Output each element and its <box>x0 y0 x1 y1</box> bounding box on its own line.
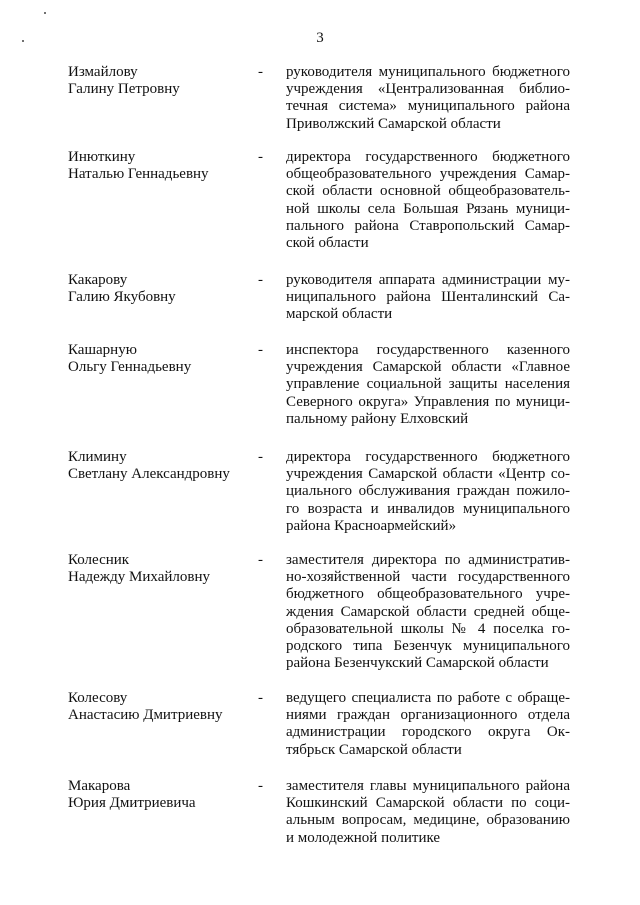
person-name-line: Ольгу Геннадьевну <box>68 359 192 376</box>
person-name-line: Колесову <box>68 690 128 706</box>
person-name <box>68 552 248 586</box>
separator-dash: - <box>258 449 263 465</box>
position-line: руководителя муниципального бюджетного <box>286 64 570 80</box>
position-line: района Красноармейский» <box>286 517 457 534</box>
page-number: 3 <box>316 30 324 46</box>
person-name <box>68 149 248 183</box>
position-line: но-хозяйственной части государственного <box>286 569 570 586</box>
scan-speck <box>22 40 24 42</box>
separator-dash: - <box>258 149 263 165</box>
scan-speck <box>44 12 46 14</box>
position-line: циального обслуживания граждан пожило- <box>286 483 570 500</box>
position-description <box>286 149 570 252</box>
position-description <box>286 552 570 672</box>
position-line: инспектора государственного казенного <box>286 342 570 358</box>
position-line: администрации городского округа Ок- <box>286 724 570 741</box>
separator-dash: - <box>258 690 263 706</box>
person-name-line: Галию Якубовну <box>68 289 176 306</box>
position-line: пального района Ставропольский Самар- <box>286 217 570 234</box>
position-line: и молодежной политике <box>286 829 441 846</box>
position-line: течная система» муниципального района <box>286 98 570 115</box>
position-line: района Безенчукский Самарской области <box>286 655 549 672</box>
position-line: Северного округа» Управления по муници- <box>286 393 570 410</box>
position-line: директора государственного бюджетного <box>286 449 570 465</box>
person-name-line: Макарова <box>68 778 131 794</box>
person-name <box>68 690 248 724</box>
position-line: тябрьск Самарской области <box>286 741 462 758</box>
position-line: учреждения Самарской области «Главное <box>286 359 570 376</box>
position-line: директора государственного бюджетного <box>286 149 570 165</box>
position-description <box>286 690 570 759</box>
position-line: марской области <box>286 306 393 323</box>
position-line: бюджетного общеобразовательного учре- <box>286 586 570 603</box>
position-line: ской области основной общеобразователь- <box>286 183 570 200</box>
position-description <box>286 778 570 847</box>
person-name <box>68 449 248 483</box>
position-line: учреждения Самарской области «Центр со- <box>286 466 570 483</box>
person-name-line: Анастасию Дмитриевну <box>68 707 223 724</box>
person-name <box>68 778 248 812</box>
person-name-line: Какарову <box>68 272 128 288</box>
separator-dash: - <box>258 272 263 288</box>
separator-dash: - <box>258 778 263 794</box>
person-name-line: Надежду Михайловну <box>68 569 210 586</box>
position-line: альным вопросам, медицине, образованию <box>286 812 570 829</box>
position-line: ведущего специалиста по работе с обраще- <box>286 690 570 706</box>
separator-dash: - <box>258 342 263 358</box>
person-name-line: Измайлову <box>68 64 138 80</box>
person-name-line: Галину Петровну <box>68 81 180 98</box>
position-line: общеобразовательного учреждения Самар- <box>286 166 570 183</box>
position-line: учреждения «Централизованная библио- <box>286 81 570 98</box>
person-name-line: Светлану Александровну <box>68 466 230 483</box>
position-description <box>286 272 570 324</box>
separator-dash: - <box>258 552 263 568</box>
position-line: родского типа Безенчук муниципального <box>286 638 570 655</box>
separator-dash: - <box>258 64 263 80</box>
position-line: ждения Самарской области средней обще- <box>286 603 570 620</box>
position-line: руководителя аппарата администрации му- <box>286 272 570 288</box>
position-line: Приволжский Самарской области <box>286 115 501 132</box>
person-name <box>68 64 248 98</box>
position-line: ской области <box>286 235 369 252</box>
position-line: образовательной школы № 4 поселка го- <box>286 620 570 637</box>
person-name-line: Наталью Геннадьевну <box>68 166 209 183</box>
person-name-line: Колесник <box>68 552 130 568</box>
position-line: ной школы села Большая Рязань муници- <box>286 200 570 217</box>
position-line: заместителя директора по административ- <box>286 552 570 568</box>
position-description <box>286 449 570 535</box>
person-name-line: Инюткину <box>68 149 136 165</box>
position-line: пальному району Елховский <box>286 410 469 427</box>
position-line: Кошкинский Самарской области по соци- <box>286 795 570 812</box>
person-name <box>68 342 248 376</box>
person-name-line: Кашарную <box>68 342 137 358</box>
position-line: ниципального района Шенталинский Са- <box>286 289 570 306</box>
person-name-line: Климину <box>68 449 127 465</box>
position-line: заместителя главы муниципального района <box>286 778 570 794</box>
position-line: управление социальной защиты населения <box>286 376 570 393</box>
position-description <box>286 64 570 133</box>
position-description <box>286 342 570 428</box>
position-line: ниями граждан организационного отдела <box>286 707 570 724</box>
person-name-line: Юрия Дмитриевича <box>68 795 196 812</box>
position-line: го возраста и инвалидов муниципального <box>286 500 570 517</box>
person-name <box>68 272 248 306</box>
